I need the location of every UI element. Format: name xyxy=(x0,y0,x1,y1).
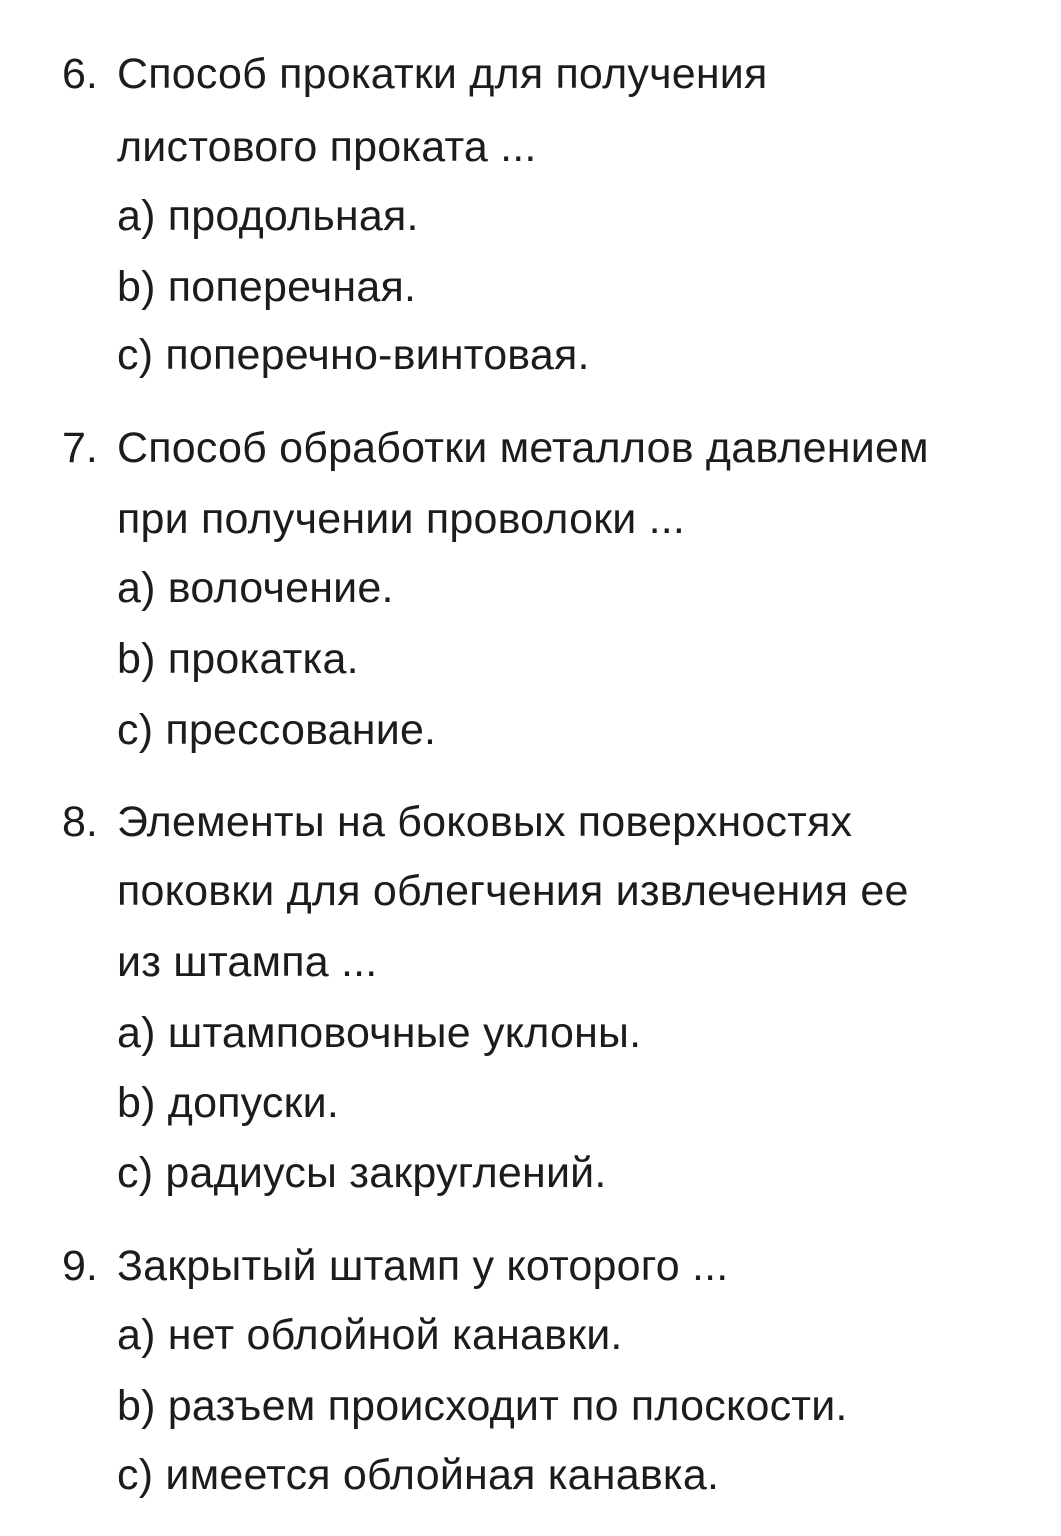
answer-option-b xyxy=(117,1075,339,1131)
option-text: штамповочные уклоны. xyxy=(167,1009,642,1057)
option-letter: b) xyxy=(117,635,156,683)
option-letter: c) xyxy=(117,1451,154,1499)
answer-option-b xyxy=(117,259,416,315)
option-text: разъем происходит по плоскости. xyxy=(167,1382,848,1430)
option-text: нет облойной канавки. xyxy=(167,1311,623,1359)
option-text: радиусы закруглений. xyxy=(165,1149,607,1197)
question-number: 7. xyxy=(62,424,98,472)
question-number: 9. xyxy=(62,1242,98,1290)
option-letter: b) xyxy=(117,263,156,311)
option-text: допуски. xyxy=(167,1079,339,1127)
answer-option-b xyxy=(117,1378,848,1434)
answer-option-b xyxy=(117,631,359,687)
option-letter: a) xyxy=(117,192,156,240)
question-text-line: поковки для облегчения извлечения ее xyxy=(117,867,909,915)
answer-option-a xyxy=(117,560,394,616)
option-text: прессование. xyxy=(165,706,437,754)
option-text: поперечно-винтовая. xyxy=(165,331,590,379)
question-text-line: Элементы на боковых поверхностях xyxy=(117,798,853,846)
option-letter: b) xyxy=(117,1382,156,1430)
option-letter: c) xyxy=(117,706,154,754)
option-letter: a) xyxy=(117,1311,156,1359)
answer-option-c xyxy=(117,327,590,383)
option-letter: a) xyxy=(117,564,156,612)
option-letter: b) xyxy=(117,1079,156,1127)
question-number: 8. xyxy=(62,798,98,846)
question-text-line: при получении проволоки ... xyxy=(117,495,686,543)
question-text-line: Способ обработки металлов давлением xyxy=(117,424,929,472)
question-number: 6. xyxy=(62,50,98,98)
question-text-line: Способ прокатки для получения xyxy=(117,50,768,98)
option-text: волочение. xyxy=(167,564,394,612)
option-text: поперечная. xyxy=(167,263,417,311)
option-letter: c) xyxy=(117,331,154,379)
answer-option-c xyxy=(117,1145,607,1201)
answer-option-c xyxy=(117,702,436,758)
question-text-line: Закрытый штамп у которого ... xyxy=(117,1242,729,1290)
question-text-line: из штампа ... xyxy=(117,938,378,986)
option-text: продольная. xyxy=(167,192,419,240)
answer-option-a xyxy=(117,188,419,244)
answer-option-a xyxy=(117,1307,623,1363)
answer-option-a xyxy=(117,1005,641,1061)
option-letter: c) xyxy=(117,1149,154,1197)
option-letter: a) xyxy=(117,1009,156,1057)
option-text: прокатка. xyxy=(167,635,359,683)
question-text-line: листового проката ... xyxy=(117,123,537,171)
answer-option-c xyxy=(117,1447,719,1503)
option-text: имеется облойная канавка. xyxy=(165,1451,720,1499)
